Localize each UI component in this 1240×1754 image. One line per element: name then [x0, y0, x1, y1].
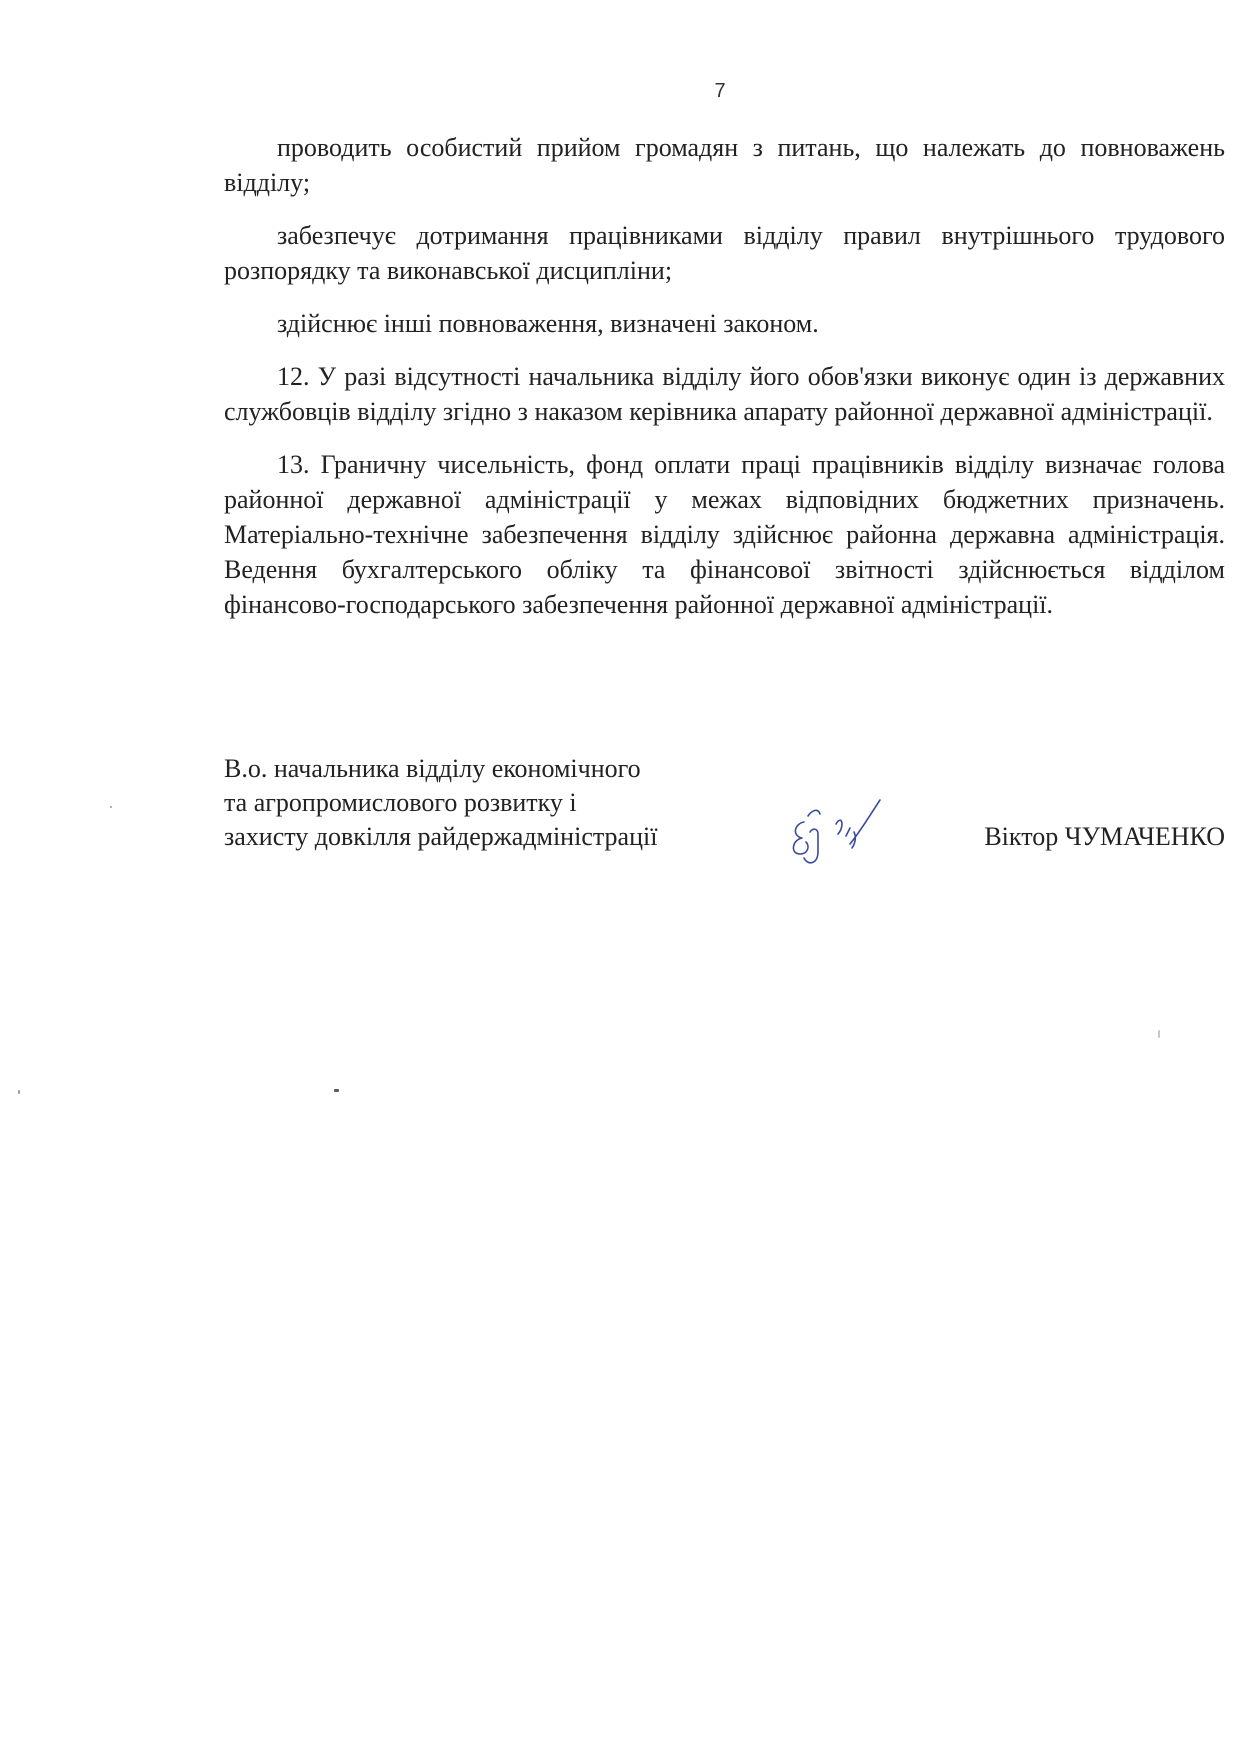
signature-block — [224, 752, 1225, 902]
signer-position — [224, 752, 744, 854]
document-body — [224, 130, 1225, 640]
scan-speck — [334, 1089, 339, 1092]
paragraph-12-absence: 12. У разі відсутності начальника відділу його обов'язки виконує один із державних службовців відділу згідно з наказом керівника апарату районної державної адміністрації. — [224, 362, 1225, 426]
signer-position-line-3: захисту довкілля райдержадміністрації — [224, 822, 658, 851]
paragraph-other-powers: здійснює інші повноваження, визначені законом. — [277, 309, 819, 338]
signer-name: Віктор ЧУМАЧЕНКО — [984, 822, 1225, 851]
scan-speck — [18, 1090, 20, 1094]
paragraph-13-funding: 13. Граничну чисельність, фонд оплати праці працівників відділу визначає голова районної державної адміністрації у межах відповідних бюджетних призначень. Матеріально-технічне забезпечення відділу здійснює районна державна адміністрація. Ведення бухгалтерського обліку та фінансової звітності здійснюється відділом фінансово-господарського забезпечення районної державної адміністрації. — [224, 450, 1225, 619]
paragraph-personal-reception: проводить особистий прийом громадян з питань, що належать до повноважень відділу; — [224, 133, 1225, 197]
page-number: 7 — [714, 80, 726, 102]
paragraph-discipline: забезпечує дотримання працівниками відділу правил внутрішнього трудового розпорядку та виконавської дисципліни; — [224, 221, 1225, 285]
signer-position-line-1: В.о. начальника відділу економічного — [224, 754, 641, 783]
handwritten-signature — [784, 792, 894, 872]
scan-speck — [110, 806, 112, 808]
signer-position-line-2: та агропромислового розвитку і — [224, 788, 577, 817]
scan-speck — [1158, 1030, 1160, 1038]
